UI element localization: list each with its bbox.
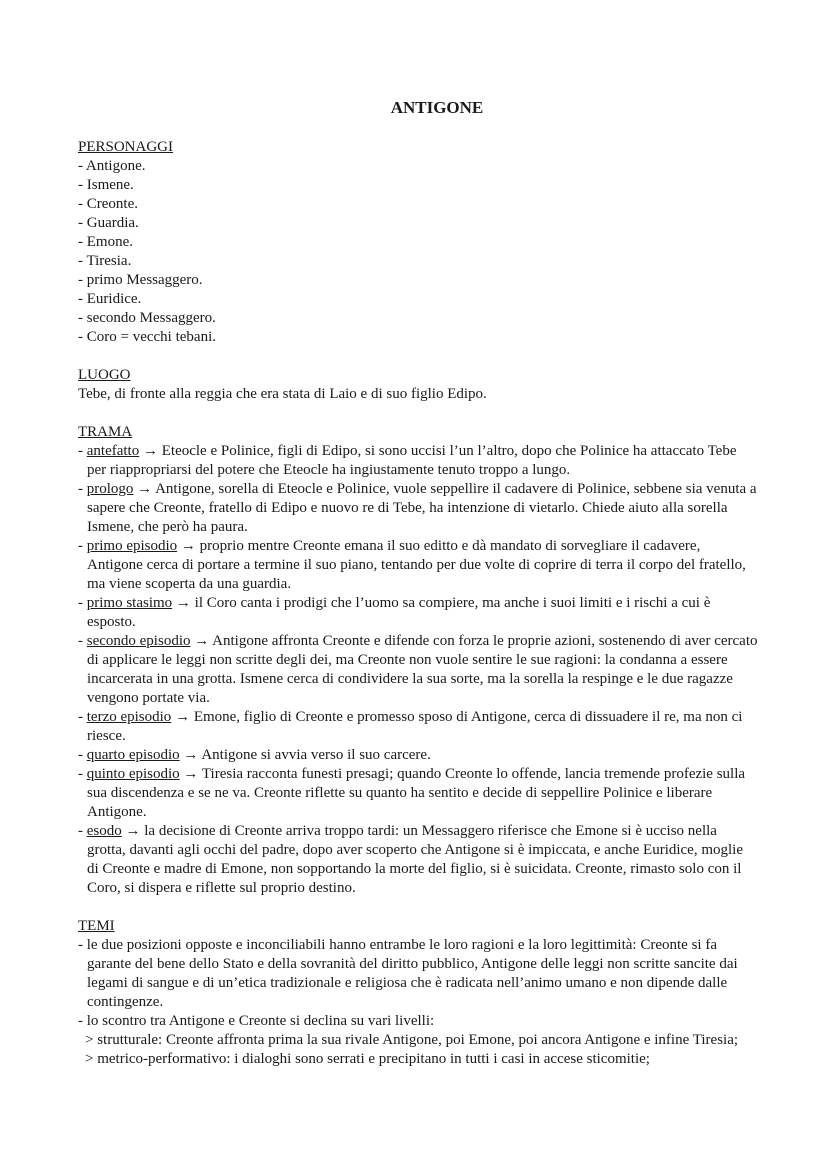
plot-term: primo episodio [86,538,178,554]
plot-item: - quarto episodio → Antigone si avvia verso il suo carcere. [78,747,431,763]
character-item: - Coro = vecchi tebani. [78,329,216,345]
plot-term: primo stasimo [86,595,173,611]
plot-term: esodo [86,823,122,839]
plot-item: - primo stasimo → il Coro canta i prodigi che l’uomo sa compiere, ma anche i suoi limiti e i rischi a cui è esposto. [78,595,711,630]
character-item: - Guardia. [78,215,139,231]
character-item: - Euridice. [78,291,142,307]
section-heading-personaggi: PERSONAGGI [78,139,174,155]
page-title: ANTIGONE [390,98,484,117]
plot-item: - esodo → la decisione di Creonte arriva troppo tardi: un Messaggero riferisce che Emone si è ucciso nella grotta, davanti agli occhi del padre, dopo aver scoperto che Antigone si è impiccata, e anche Euridice, moglie di Creonte e madre di Emone, non sopportando la morte del figlio, si è suicidata. Creonte, rimasto solo con il Coro, si dispera e riflette sul proprio destino. [78,823,744,896]
character-item: - Emone. [78,234,133,250]
section-heading-luogo: LUOGO [78,367,131,383]
plot-text: → Emone, figlio di Creonte e promesso sposo di Antigone, cerca di dissuadere il re, ma non ci riesce. [87,709,743,744]
plot-text: → proprio mentre Creonte emana il suo editto e dà mandato di sorvegliare il cadavere, Antigone cerca di portare a termine il suo piano, tentando per due volte di coprire di terra il corpo del fratello, ma viene scoperta da una guardia. [87,538,746,592]
plot-item: - antefatto → Eteocle e Polinice, figli di Edipo, si sono uccisi l’un l’altro, dopo che Polinice ha attaccato Tebe per riappropriarsi del potere che Eteocle ha ingiustamente tenuto troppo a lungo. [78,443,737,478]
section-temi [78,917,758,1069]
section-personaggi [78,138,758,347]
theme-subitem: > strutturale: Creonte affronta prima la sua rivale Antigone, poi Emone, poi ancora Antigone e infine Tiresia; [85,1032,739,1048]
theme-item: - le due posizioni opposte e inconciliabili hanno entrambe le loro ragioni e la loro legittimità: Creonte si fa garante del bene dello Stato e della sovranità del diritto pubblico, Antigone delle leggi non scritte sancite dai legami di sangue e di un’etica tradizionale e religiosa che è radicata nell’animo umano e non dipende dalle contingenze. [78,937,738,1010]
character-item: - Tiresia. [78,253,132,269]
section-heading-trama: TRAMA [78,424,133,440]
plot-text: → Antigone si avvia verso il suo carcere. [179,747,431,763]
plot-term: secondo episodio [86,633,191,649]
plot-term: antefatto [86,443,140,459]
section-heading-temi: TEMI [78,918,115,934]
plot-term: quarto episodio [86,747,180,763]
plot-item: - primo episodio → proprio mentre Creonte emana il suo editto e dà mandato di sorvegliare il cadavere, Antigone cerca di portare a termine il suo piano, tentando per due volte di coprire di terra il corpo del fratello, ma viene scoperta da una guardia. [78,538,746,592]
theme-item: - lo scontro tra Antigone e Creonte si declina su vari livelli: [78,1013,435,1029]
character-item: - Antigone. [78,158,146,174]
character-item: - Ismene. [78,177,134,193]
plot-term: prologo [86,481,134,497]
character-item: - secondo Messaggero. [78,310,216,326]
theme-subitem: > metrico-performativo: i dialoghi sono serrati e precipitano in tutti i casi in accese sticomitie; [85,1051,650,1067]
character-item: - primo Messaggero. [78,272,203,288]
plot-text: → Tiresia racconta funesti presagi; quando Creonte lo offende, lancia tremende profezie sulla sua discendenza e se ne va. Creonte riflette su quanto ha sentito e decide di seppellire Polinice e liberare Antigone. [87,766,746,820]
plot-text: → Antigone, sorella di Eteocle e Polinice, vuole seppellire il cadavere di Polinice, sebbene sia venuta a sapere che Creonte, fratello di Edipo e nuovo re di Tebe, ha intenzione di vietarlo. Chiede aiuto alla sorella Ismene, che però ha paura. [87,481,757,535]
plot-term: quinto episodio [86,766,180,782]
luogo-text: Tebe, di fronte alla reggia che era stata di Laio e di suo figlio Edipo. [78,386,487,402]
section-trama [78,423,758,898]
plot-item: - secondo episodio → Antigone affronta Creonte e difende con forza le proprie azioni, sostenendo di aver cercato di applicare le leggi non scritte degli dei, ma Creonte non vuole sentire le sue ragioni: la condanna a essere incarcerata in una grotta. Ismene cerca di condividere la sua sorte, ma la sorella la respinge e le due ragazze vengono portate via. [78,633,758,706]
document-page [78,98,758,1088]
plot-item: - quinto episodio → Tiresia racconta funesti presagi; quando Creonte lo offende, lancia tremende profezie sulla sua discendenza e se ne va. Creonte riflette su quanto ha sentito e decide di seppellire Polinice e liberare Antigone. [78,766,746,820]
plot-term: terzo episodio [86,709,172,725]
character-item: - Creonte. [78,196,138,212]
plot-text: → Eteocle e Polinice, figli di Edipo, si sono uccisi l’un l’altro, dopo che Polinice ha attaccato Tebe per riappropriarsi del potere che Eteocle ha ingiustamente tenuto troppo a lungo. [87,443,737,478]
plot-text: → la decisione di Creonte arriva troppo tardi: un Messaggero riferisce che Emone si è ucciso nella grotta, davanti agli occhi del padre, dopo aver scoperto che Antigone si è impiccata, e anche Euridice, moglie di Creonte e madre di Emone, non sopportando la morte del figlio, si è suicidata. Creonte, rimasto solo con il Coro, si dispera e riflette sul proprio destino. [87,823,744,896]
plot-text: → Antigone affronta Creonte e difende con forza le proprie azioni, sostenendo di aver cercato di applicare le leggi non scritte degli dei, ma Creonte non vuole sentire le sue ragioni: la condanna a essere incarcerata in una grotta. Ismene cerca di condividere la sua sorte, ma la sorella la respinge e le due ragazze vengono portate via. [87,633,758,706]
plot-item: - prologo → Antigone, sorella di Eteocle e Polinice, vuole seppellire il cadavere di Polinice, sebbene sia venuta a sapere che Creonte, fratello di Edipo e nuovo re di Tebe, ha intenzione di vietarlo. Chiede aiuto alla sorella Ismene, che però ha paura. [78,481,757,535]
section-luogo [78,366,758,404]
plot-item: - terzo episodio → Emone, figlio di Creonte e promesso sposo di Antigone, cerca di dissuadere il re, ma non ci riesce. [78,709,743,744]
plot-text: → il Coro canta i prodigi che l’uomo sa compiere, ma anche i suoi limiti e i rischi a cui è esposto. [87,595,711,630]
